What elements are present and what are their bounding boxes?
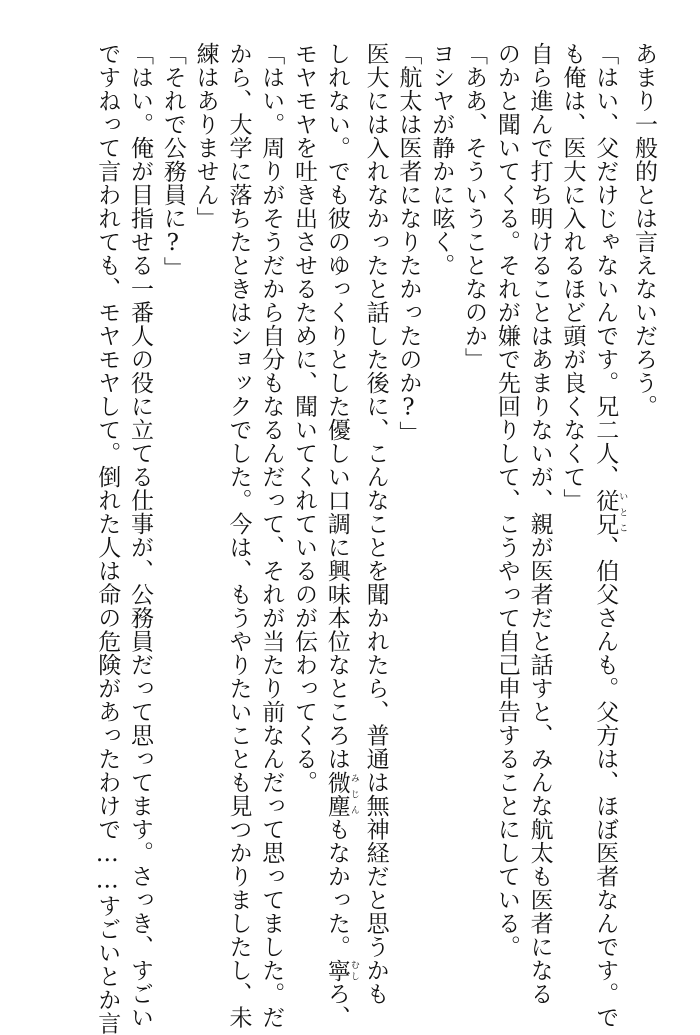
text-line-16: 「はい。俺が目指せる一番人の役に立てる仕事が、公務員だって思ってます。さっき、すごい <box>127 42 154 1029</box>
ruby-reading: むし <box>348 958 359 982</box>
text-line-10 <box>320 42 359 1029</box>
ruby-reading: いとこ <box>617 488 628 536</box>
text-line-11: モヤモヤを吐き出させるために、聞いてくれているのが伝わってくる。 <box>291 42 318 794</box>
text-line-4: 自ら進んで打ち明けることはあまりないが、親が医者だと話すと、みんな航太も医者になる <box>526 42 553 1006</box>
ruby-base: 寧 <box>323 958 350 982</box>
text-line-8: 「航太は医者になりたかったのか?」 <box>395 42 422 445</box>
text-segment: もなかった。 <box>323 817 350 959</box>
text-segment: 「はい、父だけじゃないんです。兄二人、 <box>592 42 619 489</box>
ruby-base: 微塵 <box>323 770 350 818</box>
text-line-17: ですねって言われても、モヤモヤして。倒れた人は命の危険があったわけで……すごいとか言 <box>94 42 121 1035</box>
text-line-2 <box>588 42 628 1029</box>
text-line-5: のかと聞いてくる。それが嫌で先回りして、こうやって自己申告することにしている。 <box>493 42 520 959</box>
ruby-itoko <box>592 488 628 536</box>
ruby-reading: みじん <box>348 770 359 818</box>
text-segment: ろ、 <box>323 982 350 1029</box>
text-line-12: 「はい。周りがそうだから自分もなるんだって、それが当たり前なんだって思ってました。だ <box>258 42 285 1029</box>
text-line-7: ヨシヤが静かに呟く。 <box>428 42 455 277</box>
text-line-14: 練はありません」 <box>192 42 219 230</box>
text-line-1: あまり一般的とは言えないだろう。 <box>631 42 657 418</box>
ruby-base: 従兄 <box>592 488 619 536</box>
ruby-mijin <box>323 770 359 818</box>
ruby-mushi <box>323 958 359 983</box>
text-segment: 、伯父さんも。父方は、ほぼ医者なんです。で <box>592 535 619 1029</box>
text-line-3: も俺は、医大に入れるほど頭が良くなくて」 <box>559 42 586 512</box>
text-line-15: 「それで公務員に?」 <box>159 42 186 280</box>
vertical-text-body <box>90 42 660 1035</box>
text-segment: しれない。でも彼のゆっくりとした優しい口調に興味本位なところは <box>323 42 350 771</box>
text-line-13: から、大学に落ちたときはショックでした。今は、もうやりたいことも見つかりましたし、未 <box>225 42 252 1029</box>
text-line-6: 「ああ、そういうことなのか」 <box>461 42 488 371</box>
text-line-9: 医大には入れなかったと話した後に、こんなことを聞かれたら、普通は無神経だと思うかも <box>362 42 389 1006</box>
